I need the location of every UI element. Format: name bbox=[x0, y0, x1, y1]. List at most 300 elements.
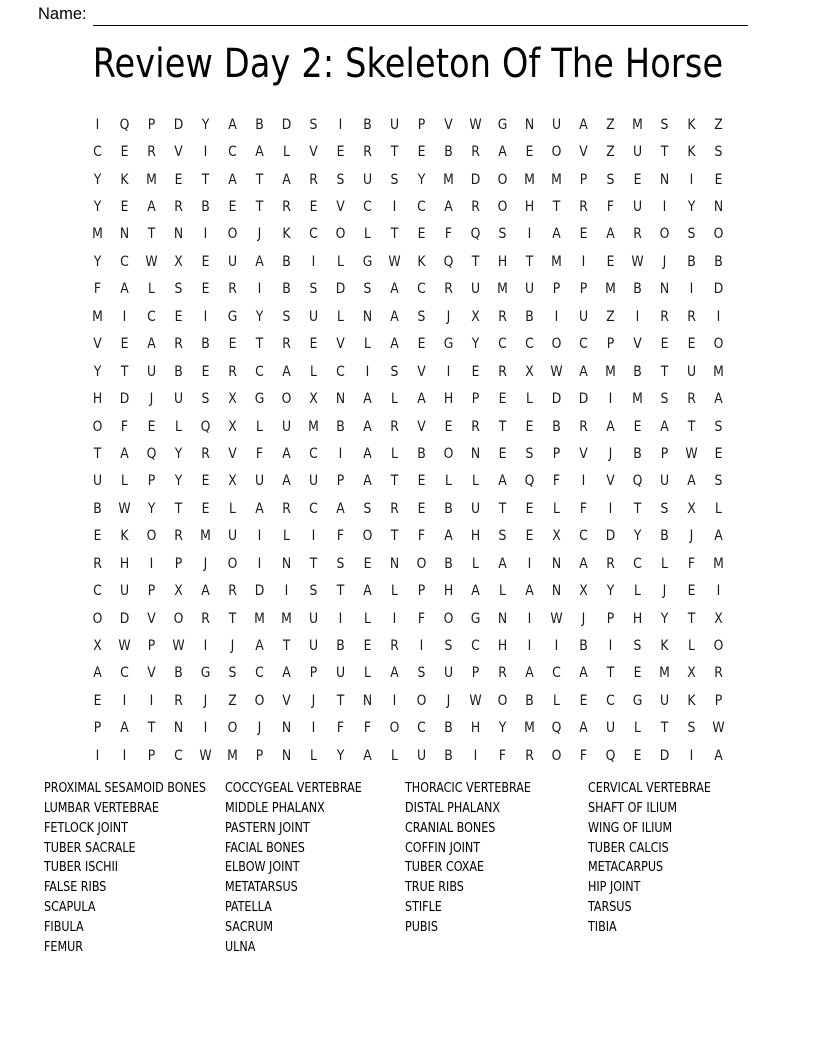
grid-cell[interactable]: I bbox=[392, 199, 397, 216]
word-list-item[interactable]: TUBER SACRALE bbox=[44, 840, 136, 856]
grid-cell[interactable]: F bbox=[255, 445, 264, 462]
grid-cell[interactable]: S bbox=[498, 226, 507, 243]
grid-cell[interactable]: B bbox=[633, 363, 642, 380]
grid-cell[interactable]: P bbox=[147, 638, 156, 655]
grid-cell[interactable]: E bbox=[525, 144, 534, 161]
grid-cell[interactable]: I bbox=[338, 116, 343, 133]
grid-cell[interactable]: Q bbox=[632, 473, 643, 490]
grid-cell[interactable]: Y bbox=[174, 473, 183, 490]
grid-cell[interactable]: J bbox=[257, 226, 262, 243]
grid-cell[interactable]: C bbox=[309, 445, 318, 462]
grid-cell[interactable]: T bbox=[228, 610, 237, 627]
grid-cell[interactable]: L bbox=[553, 500, 560, 517]
grid-cell[interactable]: U bbox=[308, 308, 319, 325]
grid-cell[interactable]: R bbox=[660, 308, 669, 325]
grid-cell[interactable]: M bbox=[443, 171, 454, 188]
grid-cell[interactable]: I bbox=[662, 199, 667, 216]
grid-cell[interactable]: B bbox=[660, 528, 669, 545]
grid-cell[interactable]: R bbox=[174, 528, 183, 545]
grid-cell[interactable]: U bbox=[632, 144, 643, 161]
grid-cell[interactable]: U bbox=[578, 308, 589, 325]
grid-cell[interactable]: H bbox=[470, 720, 481, 737]
grid-cell[interactable]: E bbox=[417, 473, 426, 490]
word-list-item[interactable]: PATELLA bbox=[225, 900, 272, 916]
word-search-grid[interactable] bbox=[84, 111, 732, 770]
grid-cell[interactable]: M bbox=[551, 253, 562, 270]
grid-cell[interactable]: M bbox=[524, 171, 535, 188]
grid-cell[interactable]: U bbox=[308, 610, 319, 627]
grid-cell[interactable]: E bbox=[120, 199, 129, 216]
grid-cell[interactable]: I bbox=[527, 226, 532, 243]
grid-cell[interactable]: R bbox=[363, 144, 372, 161]
grid-cell[interactable]: Y bbox=[93, 363, 102, 380]
grid-cell[interactable]: A bbox=[255, 253, 264, 270]
grid-cell[interactable]: E bbox=[120, 336, 129, 353]
grid-cell[interactable]: E bbox=[660, 336, 669, 353]
grid-cell[interactable]: P bbox=[714, 692, 723, 709]
grid-cell[interactable]: E bbox=[309, 199, 318, 216]
grid-cell[interactable]: W bbox=[550, 363, 563, 380]
grid-cell[interactable]: I bbox=[338, 610, 343, 627]
grid-cell[interactable]: T bbox=[255, 199, 264, 216]
grid-cell[interactable]: Z bbox=[606, 308, 615, 325]
grid-cell[interactable]: A bbox=[363, 473, 372, 490]
grid-cell[interactable]: T bbox=[498, 418, 507, 435]
grid-cell[interactable]: L bbox=[661, 555, 668, 572]
grid-cell[interactable]: P bbox=[147, 747, 156, 764]
grid-cell[interactable]: A bbox=[147, 199, 156, 216]
grid-cell[interactable]: F bbox=[417, 528, 426, 545]
grid-cell[interactable]: S bbox=[417, 308, 426, 325]
grid-cell[interactable]: I bbox=[365, 363, 370, 380]
grid-cell[interactable]: R bbox=[579, 199, 588, 216]
grid-cell[interactable]: B bbox=[714, 253, 723, 270]
grid-cell[interactable]: O bbox=[551, 336, 562, 353]
grid-cell[interactable]: C bbox=[120, 665, 129, 682]
grid-cell[interactable]: L bbox=[472, 555, 479, 572]
grid-cell[interactable]: L bbox=[634, 583, 641, 600]
grid-cell[interactable]: I bbox=[95, 747, 100, 764]
grid-cell[interactable]: K bbox=[282, 226, 291, 243]
grid-cell[interactable]: N bbox=[713, 199, 724, 216]
grid-cell[interactable]: A bbox=[93, 665, 102, 682]
grid-cell[interactable]: G bbox=[443, 336, 454, 353]
grid-cell[interactable]: S bbox=[633, 638, 642, 655]
grid-cell[interactable]: E bbox=[228, 199, 237, 216]
grid-cell[interactable]: T bbox=[255, 336, 264, 353]
grid-cell[interactable]: S bbox=[660, 500, 669, 517]
grid-cell[interactable]: O bbox=[227, 555, 238, 572]
grid-cell[interactable]: M bbox=[524, 720, 535, 737]
grid-cell[interactable]: T bbox=[633, 500, 642, 517]
grid-cell[interactable]: K bbox=[417, 253, 426, 270]
grid-cell[interactable]: S bbox=[336, 171, 345, 188]
grid-cell[interactable]: R bbox=[471, 144, 480, 161]
grid-cell[interactable]: M bbox=[551, 171, 562, 188]
grid-cell[interactable]: V bbox=[228, 445, 237, 462]
grid-cell[interactable]: X bbox=[471, 308, 480, 325]
grid-cell[interactable]: J bbox=[203, 692, 208, 709]
grid-cell[interactable]: E bbox=[633, 418, 642, 435]
grid-cell[interactable]: R bbox=[390, 418, 399, 435]
grid-cell[interactable]: L bbox=[310, 747, 317, 764]
grid-cell[interactable]: R bbox=[498, 363, 507, 380]
grid-cell[interactable]: I bbox=[149, 692, 154, 709]
word-list-item[interactable]: LUMBAR VERTEBRAE bbox=[44, 800, 159, 816]
grid-cell[interactable]: Q bbox=[551, 720, 562, 737]
grid-cell[interactable]: Z bbox=[228, 692, 237, 709]
grid-cell[interactable]: R bbox=[390, 638, 399, 655]
grid-cell[interactable]: U bbox=[308, 638, 319, 655]
grid-cell[interactable]: O bbox=[146, 528, 157, 545]
grid-cell[interactable]: J bbox=[446, 308, 451, 325]
grid-cell[interactable]: E bbox=[525, 418, 534, 435]
grid-cell[interactable]: L bbox=[445, 473, 452, 490]
grid-cell[interactable]: X bbox=[309, 391, 318, 408]
grid-cell[interactable]: J bbox=[446, 692, 451, 709]
grid-cell[interactable]: J bbox=[311, 692, 316, 709]
grid-cell[interactable]: C bbox=[579, 336, 588, 353]
grid-cell[interactable]: C bbox=[363, 199, 372, 216]
grid-cell[interactable]: N bbox=[281, 720, 292, 737]
grid-cell[interactable]: R bbox=[174, 692, 183, 709]
grid-cell[interactable]: L bbox=[337, 253, 344, 270]
word-list-item[interactable]: FIBULA bbox=[44, 919, 84, 935]
grid-cell[interactable]: D bbox=[173, 116, 184, 133]
grid-cell[interactable]: M bbox=[200, 528, 211, 545]
grid-cell[interactable]: A bbox=[363, 391, 372, 408]
grid-cell[interactable]: E bbox=[363, 555, 372, 572]
grid-cell[interactable]: I bbox=[284, 583, 289, 600]
grid-cell[interactable]: W bbox=[550, 610, 563, 627]
grid-cell[interactable]: R bbox=[282, 336, 291, 353]
grid-cell[interactable]: U bbox=[335, 665, 346, 682]
grid-cell[interactable]: I bbox=[203, 638, 208, 655]
grid-cell[interactable]: L bbox=[688, 638, 695, 655]
grid-cell[interactable]: V bbox=[579, 144, 588, 161]
grid-cell[interactable]: H bbox=[92, 391, 103, 408]
grid-cell[interactable]: N bbox=[281, 555, 292, 572]
word-list-item[interactable]: TARSUS bbox=[588, 900, 632, 916]
grid-cell[interactable]: J bbox=[203, 555, 208, 572]
grid-cell[interactable]: A bbox=[255, 500, 264, 517]
word-list-item[interactable]: ULNA bbox=[225, 939, 256, 955]
grid-cell[interactable]: S bbox=[444, 638, 453, 655]
grid-cell[interactable]: T bbox=[147, 720, 156, 737]
grid-cell[interactable]: B bbox=[444, 500, 453, 517]
grid-cell[interactable]: X bbox=[228, 418, 237, 435]
grid-cell[interactable]: X bbox=[687, 500, 696, 517]
grid-cell[interactable]: U bbox=[173, 391, 184, 408]
grid-cell[interactable]: A bbox=[417, 391, 426, 408]
grid-cell[interactable]: I bbox=[689, 281, 694, 298]
grid-cell[interactable]: O bbox=[551, 747, 562, 764]
grid-cell[interactable]: T bbox=[282, 638, 291, 655]
grid-cell[interactable]: A bbox=[363, 445, 372, 462]
grid-cell[interactable]: A bbox=[471, 583, 480, 600]
grid-cell[interactable]: A bbox=[282, 473, 291, 490]
grid-cell[interactable]: C bbox=[255, 363, 264, 380]
word-list-item[interactable]: DISTAL PHALANX bbox=[405, 800, 501, 816]
grid-cell[interactable]: L bbox=[553, 692, 560, 709]
grid-cell[interactable]: T bbox=[660, 144, 669, 161]
grid-cell[interactable]: O bbox=[335, 226, 346, 243]
grid-cell[interactable]: Q bbox=[119, 116, 130, 133]
grid-cell[interactable]: B bbox=[255, 116, 264, 133]
word-list-item[interactable]: CERVICAL VERTEBRAE bbox=[588, 781, 711, 796]
grid-cell[interactable]: L bbox=[148, 281, 155, 298]
grid-cell[interactable]: E bbox=[579, 692, 588, 709]
word-list-item[interactable]: SHAFT OF ILIUM bbox=[588, 800, 677, 816]
grid-cell[interactable]: X bbox=[93, 638, 102, 655]
grid-cell[interactable]: M bbox=[227, 747, 238, 764]
grid-cell[interactable]: D bbox=[335, 281, 346, 298]
grid-cell[interactable]: E bbox=[606, 253, 615, 270]
grid-cell[interactable]: J bbox=[230, 638, 235, 655]
grid-cell[interactable]: I bbox=[203, 720, 208, 737]
grid-cell[interactable]: T bbox=[390, 473, 399, 490]
grid-cell[interactable]: B bbox=[174, 665, 183, 682]
grid-cell[interactable]: M bbox=[497, 281, 508, 298]
grid-cell[interactable]: U bbox=[524, 281, 535, 298]
grid-cell[interactable]: B bbox=[525, 692, 534, 709]
grid-cell[interactable]: S bbox=[390, 363, 399, 380]
grid-cell[interactable]: N bbox=[281, 747, 292, 764]
grid-cell[interactable]: J bbox=[689, 528, 694, 545]
grid-cell[interactable]: B bbox=[444, 555, 453, 572]
grid-cell[interactable]: T bbox=[498, 500, 507, 517]
grid-cell[interactable]: P bbox=[147, 583, 156, 600]
grid-cell[interactable]: A bbox=[525, 665, 534, 682]
grid-cell[interactable]: R bbox=[579, 418, 588, 435]
word-list-item[interactable]: PUBIS bbox=[405, 919, 438, 935]
grid-cell[interactable]: R bbox=[498, 665, 507, 682]
grid-cell[interactable]: A bbox=[498, 473, 507, 490]
grid-cell[interactable]: Q bbox=[443, 253, 454, 270]
grid-cell[interactable]: L bbox=[175, 418, 182, 435]
grid-cell[interactable]: L bbox=[283, 528, 290, 545]
grid-cell[interactable]: M bbox=[632, 116, 643, 133]
grid-cell[interactable]: A bbox=[579, 720, 588, 737]
grid-cell[interactable]: A bbox=[714, 391, 723, 408]
grid-cell[interactable]: U bbox=[227, 253, 238, 270]
grid-cell[interactable]: S bbox=[363, 500, 372, 517]
grid-cell[interactable]: I bbox=[689, 747, 694, 764]
grid-cell[interactable]: O bbox=[389, 720, 400, 737]
grid-cell[interactable]: E bbox=[417, 144, 426, 161]
grid-cell[interactable]: C bbox=[606, 692, 615, 709]
grid-cell[interactable]: E bbox=[201, 253, 210, 270]
grid-cell[interactable]: C bbox=[147, 308, 156, 325]
grid-cell[interactable]: D bbox=[281, 116, 292, 133]
grid-cell[interactable]: O bbox=[92, 418, 103, 435]
grid-cell[interactable]: U bbox=[551, 116, 562, 133]
grid-cell[interactable]: E bbox=[714, 445, 723, 462]
grid-cell[interactable]: N bbox=[659, 171, 670, 188]
grid-cell[interactable]: P bbox=[147, 473, 156, 490]
grid-cell[interactable]: T bbox=[336, 583, 345, 600]
grid-cell[interactable]: U bbox=[470, 281, 481, 298]
grid-cell[interactable]: H bbox=[524, 199, 535, 216]
grid-cell[interactable]: O bbox=[443, 610, 454, 627]
grid-cell[interactable]: J bbox=[662, 253, 667, 270]
grid-cell[interactable]: A bbox=[228, 116, 237, 133]
grid-cell[interactable]: L bbox=[310, 363, 317, 380]
grid-cell[interactable]: L bbox=[283, 144, 290, 161]
grid-cell[interactable]: T bbox=[660, 363, 669, 380]
grid-cell[interactable]: L bbox=[391, 583, 398, 600]
grid-cell[interactable]: I bbox=[203, 226, 208, 243]
grid-cell[interactable]: R bbox=[714, 665, 723, 682]
grid-cell[interactable]: I bbox=[392, 692, 397, 709]
grid-cell[interactable]: U bbox=[659, 692, 670, 709]
grid-cell[interactable]: E bbox=[687, 583, 696, 600]
grid-cell[interactable]: D bbox=[470, 171, 481, 188]
grid-cell[interactable]: X bbox=[228, 391, 237, 408]
grid-cell[interactable]: U bbox=[146, 363, 157, 380]
grid-cell[interactable]: C bbox=[552, 665, 561, 682]
grid-cell[interactable]: P bbox=[93, 720, 102, 737]
grid-cell[interactable]: I bbox=[257, 281, 262, 298]
grid-cell[interactable]: Q bbox=[470, 226, 481, 243]
grid-cell[interactable]: B bbox=[174, 363, 183, 380]
grid-cell[interactable]: E bbox=[201, 473, 210, 490]
grid-cell[interactable]: A bbox=[120, 720, 129, 737]
word-list-item[interactable]: METATARSUS bbox=[225, 880, 298, 896]
grid-cell[interactable]: I bbox=[635, 308, 640, 325]
grid-cell[interactable]: Y bbox=[201, 116, 210, 133]
grid-cell[interactable]: F bbox=[498, 747, 507, 764]
grid-cell[interactable]: C bbox=[309, 226, 318, 243]
word-list-item[interactable]: THORACIC VERTEBRAE bbox=[405, 781, 531, 796]
grid-cell[interactable]: A bbox=[579, 555, 588, 572]
grid-cell[interactable]: P bbox=[471, 391, 480, 408]
grid-cell[interactable]: S bbox=[390, 171, 399, 188]
grid-cell[interactable]: N bbox=[362, 308, 373, 325]
grid-cell[interactable]: S bbox=[714, 418, 723, 435]
grid-cell[interactable]: E bbox=[174, 308, 183, 325]
grid-cell[interactable]: E bbox=[93, 692, 102, 709]
word-list-item[interactable]: FACIAL BONES bbox=[225, 840, 305, 856]
grid-cell[interactable]: S bbox=[201, 391, 210, 408]
grid-cell[interactable]: P bbox=[417, 583, 426, 600]
grid-cell[interactable]: A bbox=[255, 638, 264, 655]
grid-cell[interactable]: V bbox=[417, 418, 426, 435]
grid-cell[interactable]: F bbox=[363, 720, 372, 737]
grid-cell[interactable]: A bbox=[606, 418, 615, 435]
grid-cell[interactable]: U bbox=[281, 418, 292, 435]
grid-cell[interactable]: C bbox=[498, 336, 507, 353]
grid-cell[interactable]: Y bbox=[336, 747, 345, 764]
grid-cell[interactable]: E bbox=[525, 528, 534, 545]
grid-cell[interactable]: T bbox=[390, 528, 399, 545]
grid-cell[interactable]: A bbox=[120, 445, 129, 462]
grid-cell[interactable]: K bbox=[687, 692, 696, 709]
grid-cell[interactable]: O bbox=[713, 226, 724, 243]
grid-cell[interactable]: Z bbox=[714, 116, 723, 133]
grid-cell[interactable]: K bbox=[687, 144, 696, 161]
grid-cell[interactable]: Y bbox=[174, 445, 183, 462]
grid-cell[interactable]: T bbox=[687, 418, 696, 435]
grid-cell[interactable]: T bbox=[336, 692, 345, 709]
grid-cell[interactable]: I bbox=[95, 116, 100, 133]
grid-cell[interactable]: L bbox=[337, 308, 344, 325]
grid-cell[interactable]: E bbox=[633, 171, 642, 188]
grid-cell[interactable]: C bbox=[471, 638, 480, 655]
grid-cell[interactable]: I bbox=[608, 500, 613, 517]
grid-cell[interactable]: Q bbox=[524, 473, 535, 490]
grid-cell[interactable]: N bbox=[173, 720, 184, 737]
grid-cell[interactable]: Q bbox=[200, 418, 211, 435]
grid-cell[interactable]: A bbox=[498, 144, 507, 161]
grid-cell[interactable]: J bbox=[257, 720, 262, 737]
grid-cell[interactable]: J bbox=[608, 445, 613, 462]
grid-cell[interactable]: L bbox=[526, 391, 533, 408]
grid-cell[interactable]: F bbox=[93, 281, 102, 298]
grid-cell[interactable]: K bbox=[687, 116, 696, 133]
grid-cell[interactable]: E bbox=[633, 665, 642, 682]
grid-cell[interactable]: Y bbox=[606, 583, 615, 600]
grid-cell[interactable]: E bbox=[228, 336, 237, 353]
grid-cell[interactable]: C bbox=[525, 336, 534, 353]
grid-cell[interactable]: D bbox=[119, 391, 130, 408]
grid-cell[interactable]: S bbox=[606, 171, 615, 188]
grid-cell[interactable]: I bbox=[311, 528, 316, 545]
grid-cell[interactable]: U bbox=[470, 500, 481, 517]
grid-cell[interactable]: L bbox=[634, 720, 641, 737]
grid-cell[interactable]: B bbox=[525, 308, 534, 325]
grid-cell[interactable]: A bbox=[714, 528, 723, 545]
word-list-item[interactable]: FETLOCK JOINT bbox=[44, 820, 128, 836]
grid-cell[interactable]: B bbox=[444, 144, 453, 161]
grid-cell[interactable]: W bbox=[685, 445, 698, 462]
grid-cell[interactable]: Y bbox=[633, 528, 642, 545]
grid-cell[interactable]: I bbox=[446, 363, 451, 380]
grid-cell[interactable]: U bbox=[227, 528, 238, 545]
grid-cell[interactable]: S bbox=[525, 445, 534, 462]
grid-cell[interactable]: B bbox=[93, 500, 102, 517]
grid-cell[interactable]: F bbox=[444, 226, 453, 243]
grid-cell[interactable]: C bbox=[93, 144, 102, 161]
grid-cell[interactable]: A bbox=[687, 473, 696, 490]
grid-cell[interactable]: Y bbox=[660, 610, 669, 627]
grid-cell[interactable]: F bbox=[417, 610, 426, 627]
grid-cell[interactable]: S bbox=[660, 116, 669, 133]
grid-cell[interactable]: F bbox=[606, 199, 615, 216]
grid-cell[interactable]: U bbox=[659, 473, 670, 490]
word-list-item[interactable]: TIBIA bbox=[588, 919, 617, 935]
grid-cell[interactable]: Y bbox=[471, 336, 480, 353]
grid-cell[interactable]: N bbox=[524, 116, 535, 133]
grid-cell[interactable]: P bbox=[336, 473, 345, 490]
word-list-item[interactable]: PROXIMAL SESAMOID BONES bbox=[44, 781, 206, 796]
word-list-item[interactable]: FEMUR bbox=[44, 939, 84, 955]
word-list-item[interactable]: TUBER ISCHII bbox=[44, 860, 119, 876]
grid-cell[interactable]: K bbox=[120, 171, 129, 188]
grid-cell[interactable]: A bbox=[579, 116, 588, 133]
word-list-item[interactable]: STIFLE bbox=[405, 900, 442, 916]
grid-cell[interactable]: C bbox=[579, 528, 588, 545]
grid-cell[interactable]: P bbox=[174, 555, 183, 572]
grid-cell[interactable]: S bbox=[282, 308, 291, 325]
grid-cell[interactable]: R bbox=[174, 336, 183, 353]
grid-cell[interactable]: I bbox=[689, 171, 694, 188]
grid-cell[interactable]: E bbox=[336, 144, 345, 161]
grid-cell[interactable]: W bbox=[199, 747, 212, 764]
grid-cell[interactable]: D bbox=[578, 391, 589, 408]
grid-cell[interactable]: E bbox=[471, 363, 480, 380]
grid-cell[interactable]: G bbox=[470, 610, 481, 627]
